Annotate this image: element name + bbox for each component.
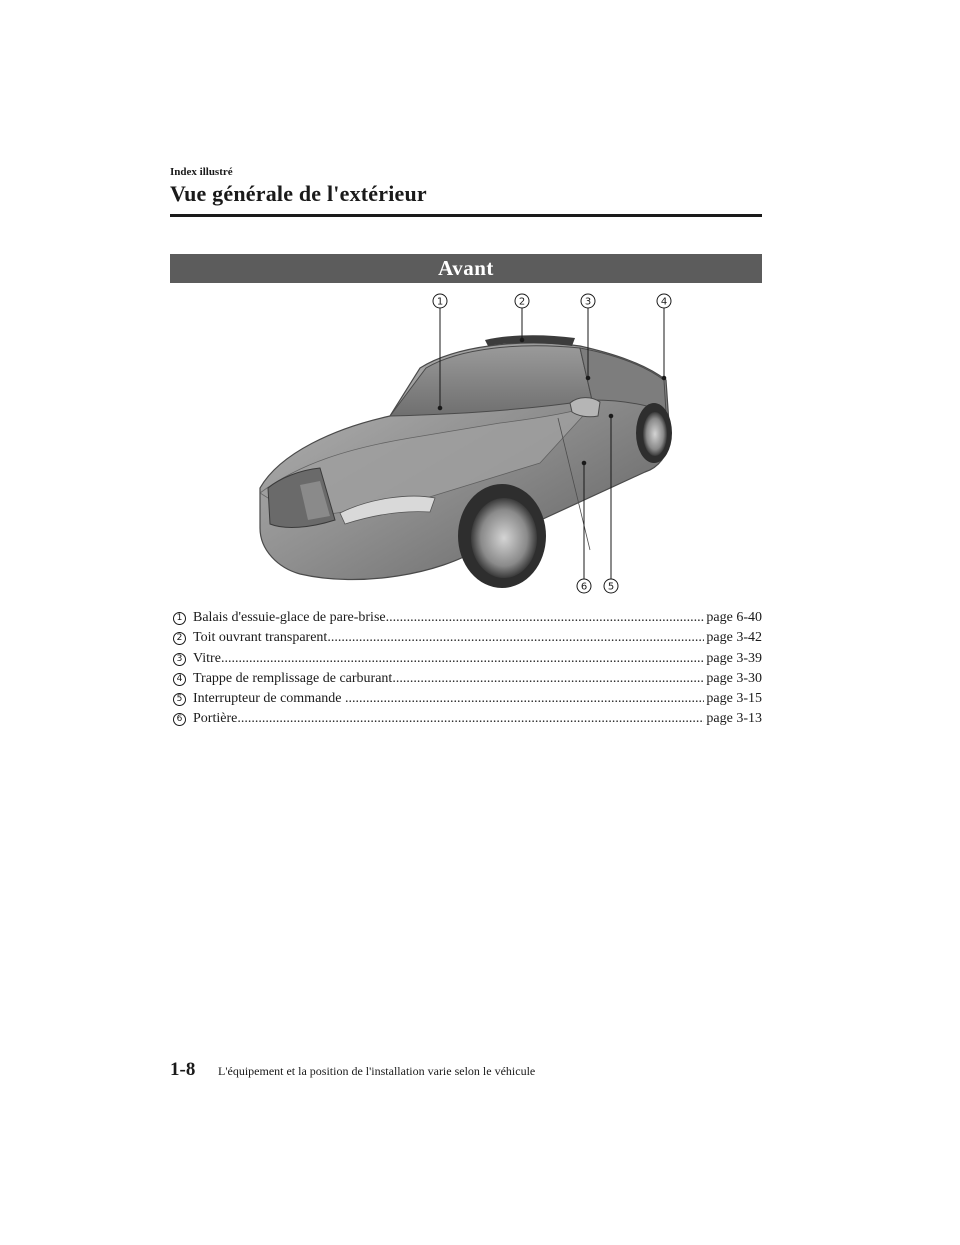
car-illustration bbox=[240, 288, 710, 596]
page-reference[interactable]: page 3-15 bbox=[706, 691, 762, 707]
list-item bbox=[170, 649, 762, 669]
page-reference[interactable]: page 3-30 bbox=[706, 670, 762, 686]
dot-leader bbox=[345, 689, 704, 709]
page-reference[interactable]: page 3-39 bbox=[706, 650, 762, 666]
item-label: Toit ouvrant transparent bbox=[193, 630, 328, 646]
callout-number: 5 bbox=[607, 581, 615, 593]
item-number: 6 bbox=[173, 713, 186, 726]
list-item bbox=[170, 689, 762, 709]
callout-5 bbox=[604, 579, 618, 593]
callout-number: 3 bbox=[584, 296, 592, 308]
callout-number: 4 bbox=[660, 296, 668, 308]
callout-6 bbox=[577, 579, 591, 593]
callout-3 bbox=[581, 294, 595, 308]
dot-leader bbox=[237, 709, 704, 729]
callout-number: 2 bbox=[518, 296, 526, 308]
item-number: 5 bbox=[173, 693, 186, 706]
callout-4 bbox=[657, 294, 671, 308]
list-item bbox=[170, 628, 762, 648]
footer-note: L'équipement et la position de l'installation varie selon le véhicule bbox=[218, 1064, 536, 1078]
callout-number: 1 bbox=[436, 296, 444, 308]
page-reference[interactable]: page 6-40 bbox=[706, 610, 762, 625]
page-title: Vue générale de l'extérieur bbox=[170, 181, 427, 206]
front-wheel bbox=[458, 484, 546, 588]
list-item bbox=[170, 608, 762, 628]
page-reference[interactable]: page 3-42 bbox=[706, 630, 762, 646]
rear-wheel bbox=[636, 403, 672, 463]
parts-index-list bbox=[170, 608, 762, 730]
title-divider bbox=[170, 214, 762, 217]
dot-leader bbox=[221, 649, 704, 669]
item-label: Interrupteur de commande bbox=[193, 691, 345, 707]
dot-leader bbox=[327, 628, 704, 648]
item-label: Balais d'essuie-glace de pare-brise bbox=[193, 610, 386, 625]
dot-leader bbox=[386, 608, 705, 628]
item-number: 2 bbox=[173, 632, 186, 645]
item-number: 3 bbox=[173, 653, 186, 666]
list-item bbox=[170, 669, 762, 689]
callout-number: 6 bbox=[580, 581, 588, 593]
section-banner: Avant bbox=[170, 254, 762, 283]
page-reference[interactable]: page 3-13 bbox=[706, 711, 762, 727]
callout-2 bbox=[515, 294, 529, 308]
item-label: Portière bbox=[193, 711, 238, 727]
item-label: Trappe de remplissage de carburant bbox=[193, 670, 393, 686]
list-item bbox=[170, 709, 762, 729]
section-label: Index illustré bbox=[170, 166, 233, 178]
item-number: 4 bbox=[173, 673, 186, 686]
item-number: 1 bbox=[173, 612, 186, 625]
page-number: 1-8 bbox=[170, 1059, 196, 1080]
dot-leader bbox=[392, 669, 704, 689]
item-label: Vitre bbox=[193, 650, 221, 666]
callout-1 bbox=[433, 294, 447, 308]
